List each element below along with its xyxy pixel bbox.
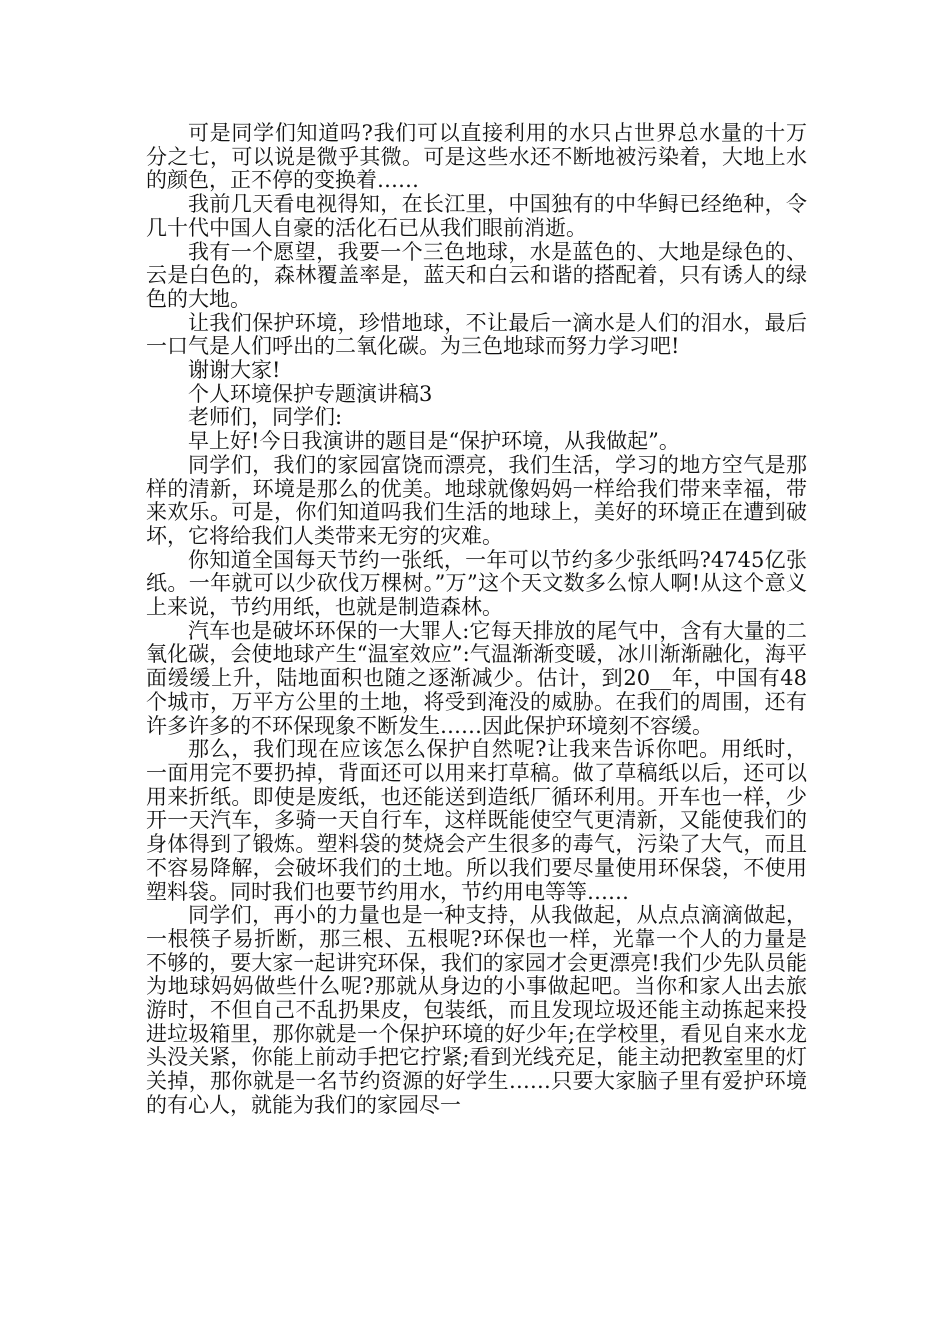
salutation: 老师们，同学们: [188, 405, 343, 430]
paragraph: 同学们，再小的力量也是一种支持，从我做起，从点点滴滴做起，一根筷子易折断，那三根、五根呢?环保也一样，光靠一个人的力量是不够的，要大家一起讲究环保，我们的家园才会更漂亮!我们少先队员能为地球妈妈做些什么呢?那就从身边的小事做起吧。当你和家人出去旅游时，不但自己不乱扔果皮，包装纸，而且发现垃圾还能主动拣起来投进垃圾箱里，那你就是一个保护环境的好少年;在学校里，看见自来水龙头没关紧，你能上前动手把它拧紧;看到光线充足，能主动把教室里的灯关掉，那你就是一名节约资源的好学生……只要大家脑子里有爱护环境的有心人，就能为我们的家园尽一 [146, 903, 807, 1117]
paragraph: 那么，我们现在应该怎么保护自然呢?让我来告诉你吧。用纸时，一面用完不要扔掉，背面还可以用来打草稿。做了草稿纸以后，还可以用来折纸。即使是废纸，也还能送到造纸厂循环利用。开车也一样，少开一天汽车，多骑一天自行车，这样既能使空气更清新，又能使我们的身体得到了锻炼。塑料袋的焚烧会产生很多的毒气，污染了大气，而且不容易降解，会破坏我们的土地。所以我们要尽量使用环保袋，不使用塑料袋。同时我们也要节约用水，节约用电等等…… [146, 737, 807, 904]
paragraph: 我前几天看电视得知，在长江里，中国独有的中华鲟已经绝种，令几十代中国人自豪的活化石已从我们眼前消逝。 [146, 192, 807, 240]
paragraph: 让我们保护环境，珍惜地球，不让最后一滴水是人们的泪水，最后一口气是人们呼出的二氧化碳。为三色地球而努力学习吧! [146, 310, 807, 359]
section-title: 个人环境保护专题演讲稿3 [188, 381, 433, 406]
paragraph: 我有一个愿望，我要一个三色地球，水是蓝色的、大地是绿色的、云是白色的，森林覆盖率是，蓝天和白云和谐的搭配着，只有诱人的绿色的大地。 [146, 239, 807, 311]
paragraph: 你知道全国每天节约一张纸，一年可以节约多少张纸吗?4745亿张纸。一年就可以少砍伐万棵树。”万”这个天文数多么惊人啊!从这个意义上来说，节约用纸，也就是制造森林。 [146, 547, 807, 620]
paragraph: 早上好!今日我演讲的题目是“保护环境，从我做起”。 [188, 429, 680, 454]
paragraph: 汽车也是破坏环保的一大罪人:它每天排放的尾气中，含有大量的二氧化碳，会使地球产生“温室效应”:气温渐渐变暖，冰川渐渐融化，海平面缓缓上升，陆地面积也随之逐渐减少。估计，到20__年，中国有48个城市，万平方公里的土地，将受到淹没的威胁。在我们的周围，还有许多许多的不环保现象不断发生……因此保护环境刻不容缓。 [146, 618, 807, 738]
document-body [146, 122, 807, 1118]
closing-line: 谢谢大家! [188, 358, 281, 383]
paragraph: 同学们，我们的家园富饶而漂亮，我们生活，学习的地方空气是那样的清新，环境是那么的优美。地球就像妈妈一样给我们带来幸福，带来欢乐。可是，你们知道吗我们生活的地球上，美好的环境正在遭到破坏，它将给我们人类带来无穷的灾难。 [146, 452, 807, 548]
paragraph: 可是同学们知道吗?我们可以直接利用的水只占世界总水量的十万分之七，可以说是微乎其微。可是这些水还不断地被污染着，大地上水的颜色，正不停的变换着…… [146, 121, 807, 193]
